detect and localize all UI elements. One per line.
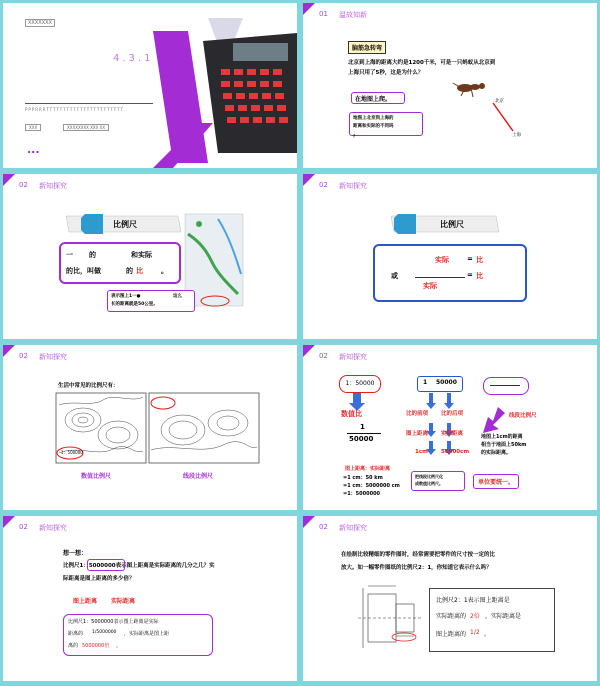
calc-2: =1 cm：5000000 cm: [343, 483, 400, 489]
section-number: 02: [19, 181, 28, 189]
question-line-1: 在绘制比较精细的零件图时，经常需要把零件的尺寸按一定的比: [341, 552, 496, 558]
section-number: 02: [319, 352, 328, 360]
section-number: 02: [19, 352, 28, 360]
convert-1: 把线段比例尺化: [415, 474, 443, 479]
ans-line-3-red: 1/2: [470, 629, 480, 636]
think-head: 想一想：: [63, 550, 88, 557]
slide-scale-types[interactable]: [3, 345, 297, 510]
answer-box: [429, 588, 555, 652]
riddle-line-1: 北京到上海的距离大约是1200千米，可是一只蚂蚁从北京到: [348, 60, 496, 66]
cover-tag-top: XXXXXXX: [25, 19, 55, 27]
section-title: 新知探究: [39, 524, 67, 532]
frac-line: [347, 433, 381, 434]
note-line-3: ？: [353, 135, 358, 140]
slide-think[interactable]: [3, 516, 297, 681]
def-d: 的比，叫做: [66, 267, 101, 275]
formula-box: [373, 244, 527, 302]
calc-3: =1：5000000: [343, 491, 381, 497]
answer-box: 在地图上爬。: [351, 92, 405, 104]
divider: [25, 103, 153, 104]
answer-box: [63, 614, 213, 656]
ans-line-1: 比例尺1：5000000表示图上距离是实际: [68, 619, 159, 625]
numeric-label: 数值比: [341, 410, 362, 418]
ans-fraction: 1/5000000: [92, 630, 117, 635]
section-title: 新知探究: [339, 353, 367, 361]
corner-triangle: [3, 516, 15, 528]
formula-result2: 比: [476, 272, 483, 280]
ratio-mid-a: 1: [423, 379, 428, 386]
section-title: 新知探究: [39, 353, 67, 361]
formula-eq2: =: [467, 271, 473, 279]
front-term: 比的前项: [406, 411, 429, 417]
ant-route: [303, 3, 597, 168]
think-line-2: 际距离是图上距离的多少倍？: [63, 576, 135, 582]
slide-review[interactable]: [303, 3, 597, 168]
label-line-scale: 线段比例尺: [183, 473, 214, 480]
section-title: 新知探究: [339, 524, 367, 532]
cm-1: 1cm: [415, 449, 428, 455]
calculator-keys: [3, 3, 297, 168]
lesson-number: 4.3.1: [113, 53, 154, 64]
banner-title: 比例尺: [113, 220, 137, 229]
ans-line-2a: 实际距离的: [436, 613, 467, 620]
line-scale-graphic: [483, 377, 529, 395]
ans-line-3a: 离的: [68, 643, 79, 649]
convert-2: 成数值比例尺。: [415, 481, 443, 486]
city-beijing: 北京: [495, 99, 504, 104]
slide-scale-conversion[interactable]: [303, 345, 597, 510]
cover-tag2: XXXXXXXX XXX XX: [63, 124, 109, 131]
label-numeric-scale: 数值比例尺: [81, 473, 112, 480]
note-line-2: 距离和实际的不同吗: [353, 124, 394, 129]
slide-header: [3, 516, 297, 542]
def-b: 的: [89, 251, 96, 259]
def-e: 的: [126, 267, 133, 275]
slide-enlarge-scale[interactable]: [303, 516, 597, 681]
line-note-2: 相当于地面上50km: [481, 442, 527, 448]
section-title: 新知探究: [339, 182, 367, 190]
formula-actual-top: 实际: [435, 256, 449, 264]
scale-note-2: 长的距离就是50公里。: [111, 302, 158, 307]
slide-scale-formula[interactable]: [303, 174, 597, 339]
highlight-box: [87, 559, 125, 571]
cover-dots: ...: [27, 143, 40, 156]
scale-note-box: [107, 290, 195, 312]
topographic-maps: [3, 345, 297, 510]
line-scale-bar: [490, 385, 520, 386]
map-scale-text: 1：500000: [61, 450, 83, 455]
ans-line-1: 比例尺2：1表示图上距离是: [436, 597, 510, 604]
formula-actual-bottom: 实际: [423, 282, 437, 290]
think-line-1: 比例尺1：5000000表示图上距离是实际距离的几分之几？实: [63, 563, 215, 569]
def-c: 和实际: [131, 251, 152, 259]
riddle-tag: 脑筋急转弯: [348, 41, 386, 54]
ans-line-2-red: 2倍: [470, 613, 480, 620]
frac-numerator: 1: [360, 423, 365, 431]
section-number: 02: [319, 181, 328, 189]
section-title: 温故知新: [339, 11, 367, 19]
city-shanghai: 上海: [512, 133, 521, 138]
riddle-line-2: 上海只用了5秒，这是为什么？: [348, 70, 424, 76]
slide-cover[interactable]: [3, 3, 297, 168]
calc-title: 图上距离：实际距离: [345, 466, 391, 472]
fraction-line: [415, 277, 465, 278]
ratio-left: 1：50000: [339, 375, 381, 393]
line-scale-label: 线段比例尺: [509, 413, 537, 419]
back-term: 比的后项: [441, 411, 464, 417]
map-distance: 图上距离: [73, 598, 98, 605]
ratio-mid-b: 50000: [436, 379, 457, 386]
ans-line-3a: 图上距离的: [436, 631, 467, 638]
line-note-3: 的实际距离。: [481, 450, 512, 456]
cover-tag1: XXX: [25, 124, 41, 131]
ant-icon: [453, 83, 485, 97]
scale-note-1b: 这么: [173, 294, 182, 299]
calc-1: =1 cm：50 km: [343, 475, 383, 481]
slide-scale-definition[interactable]: [3, 174, 297, 339]
formula-eq1: =: [467, 255, 473, 263]
map-distance: 图上距离: [406, 431, 429, 437]
formula-result1: 比: [476, 256, 483, 264]
section-number: 02: [319, 523, 328, 531]
ans-line-3-red: 5000000倍: [82, 643, 110, 649]
def-red: 比: [136, 267, 143, 275]
frac-denominator: 50000: [349, 435, 374, 443]
intro-text: 生活中常见的比例尺有：: [58, 383, 119, 389]
ans-line-3b: 。: [484, 631, 491, 638]
cm-2: 50000cm: [441, 449, 470, 455]
ans-line-2b: ，实际距离是: [485, 613, 522, 620]
section-title: 新知探究: [39, 182, 67, 190]
ans-line-3b: 。: [116, 643, 122, 649]
banner-title: 比例尺: [440, 220, 464, 229]
note-line-1: 地图上北京到上海的: [353, 116, 394, 121]
def-end: 。: [161, 267, 168, 275]
line-note-1: 地图上1cm的距离: [481, 434, 523, 440]
unit-note: 单位要统一。: [473, 474, 519, 489]
formula-or: 或: [391, 272, 398, 280]
ans-line-2b: ，实际距离是图上距: [124, 631, 170, 637]
cover-subtitle: PPPRRRTTTTTTTTTTTTTTTTTTTTTTT: [25, 107, 124, 112]
route-map: [3, 174, 297, 339]
section-number: 02: [19, 523, 28, 531]
def-a: 一: [66, 251, 73, 259]
real-distance: 实际距离: [111, 598, 136, 605]
question-line-2: 放大。如一幅零件图纸的比例尺2：1，你知道它表示什么吗？: [341, 565, 492, 571]
ans-line-2a: 距离的: [68, 631, 84, 637]
scale-note-1: 表示图上1一●: [111, 294, 141, 299]
section-number: 01: [319, 10, 328, 18]
real-distance: 实际距离: [441, 431, 464, 437]
convert-box: [411, 471, 465, 491]
